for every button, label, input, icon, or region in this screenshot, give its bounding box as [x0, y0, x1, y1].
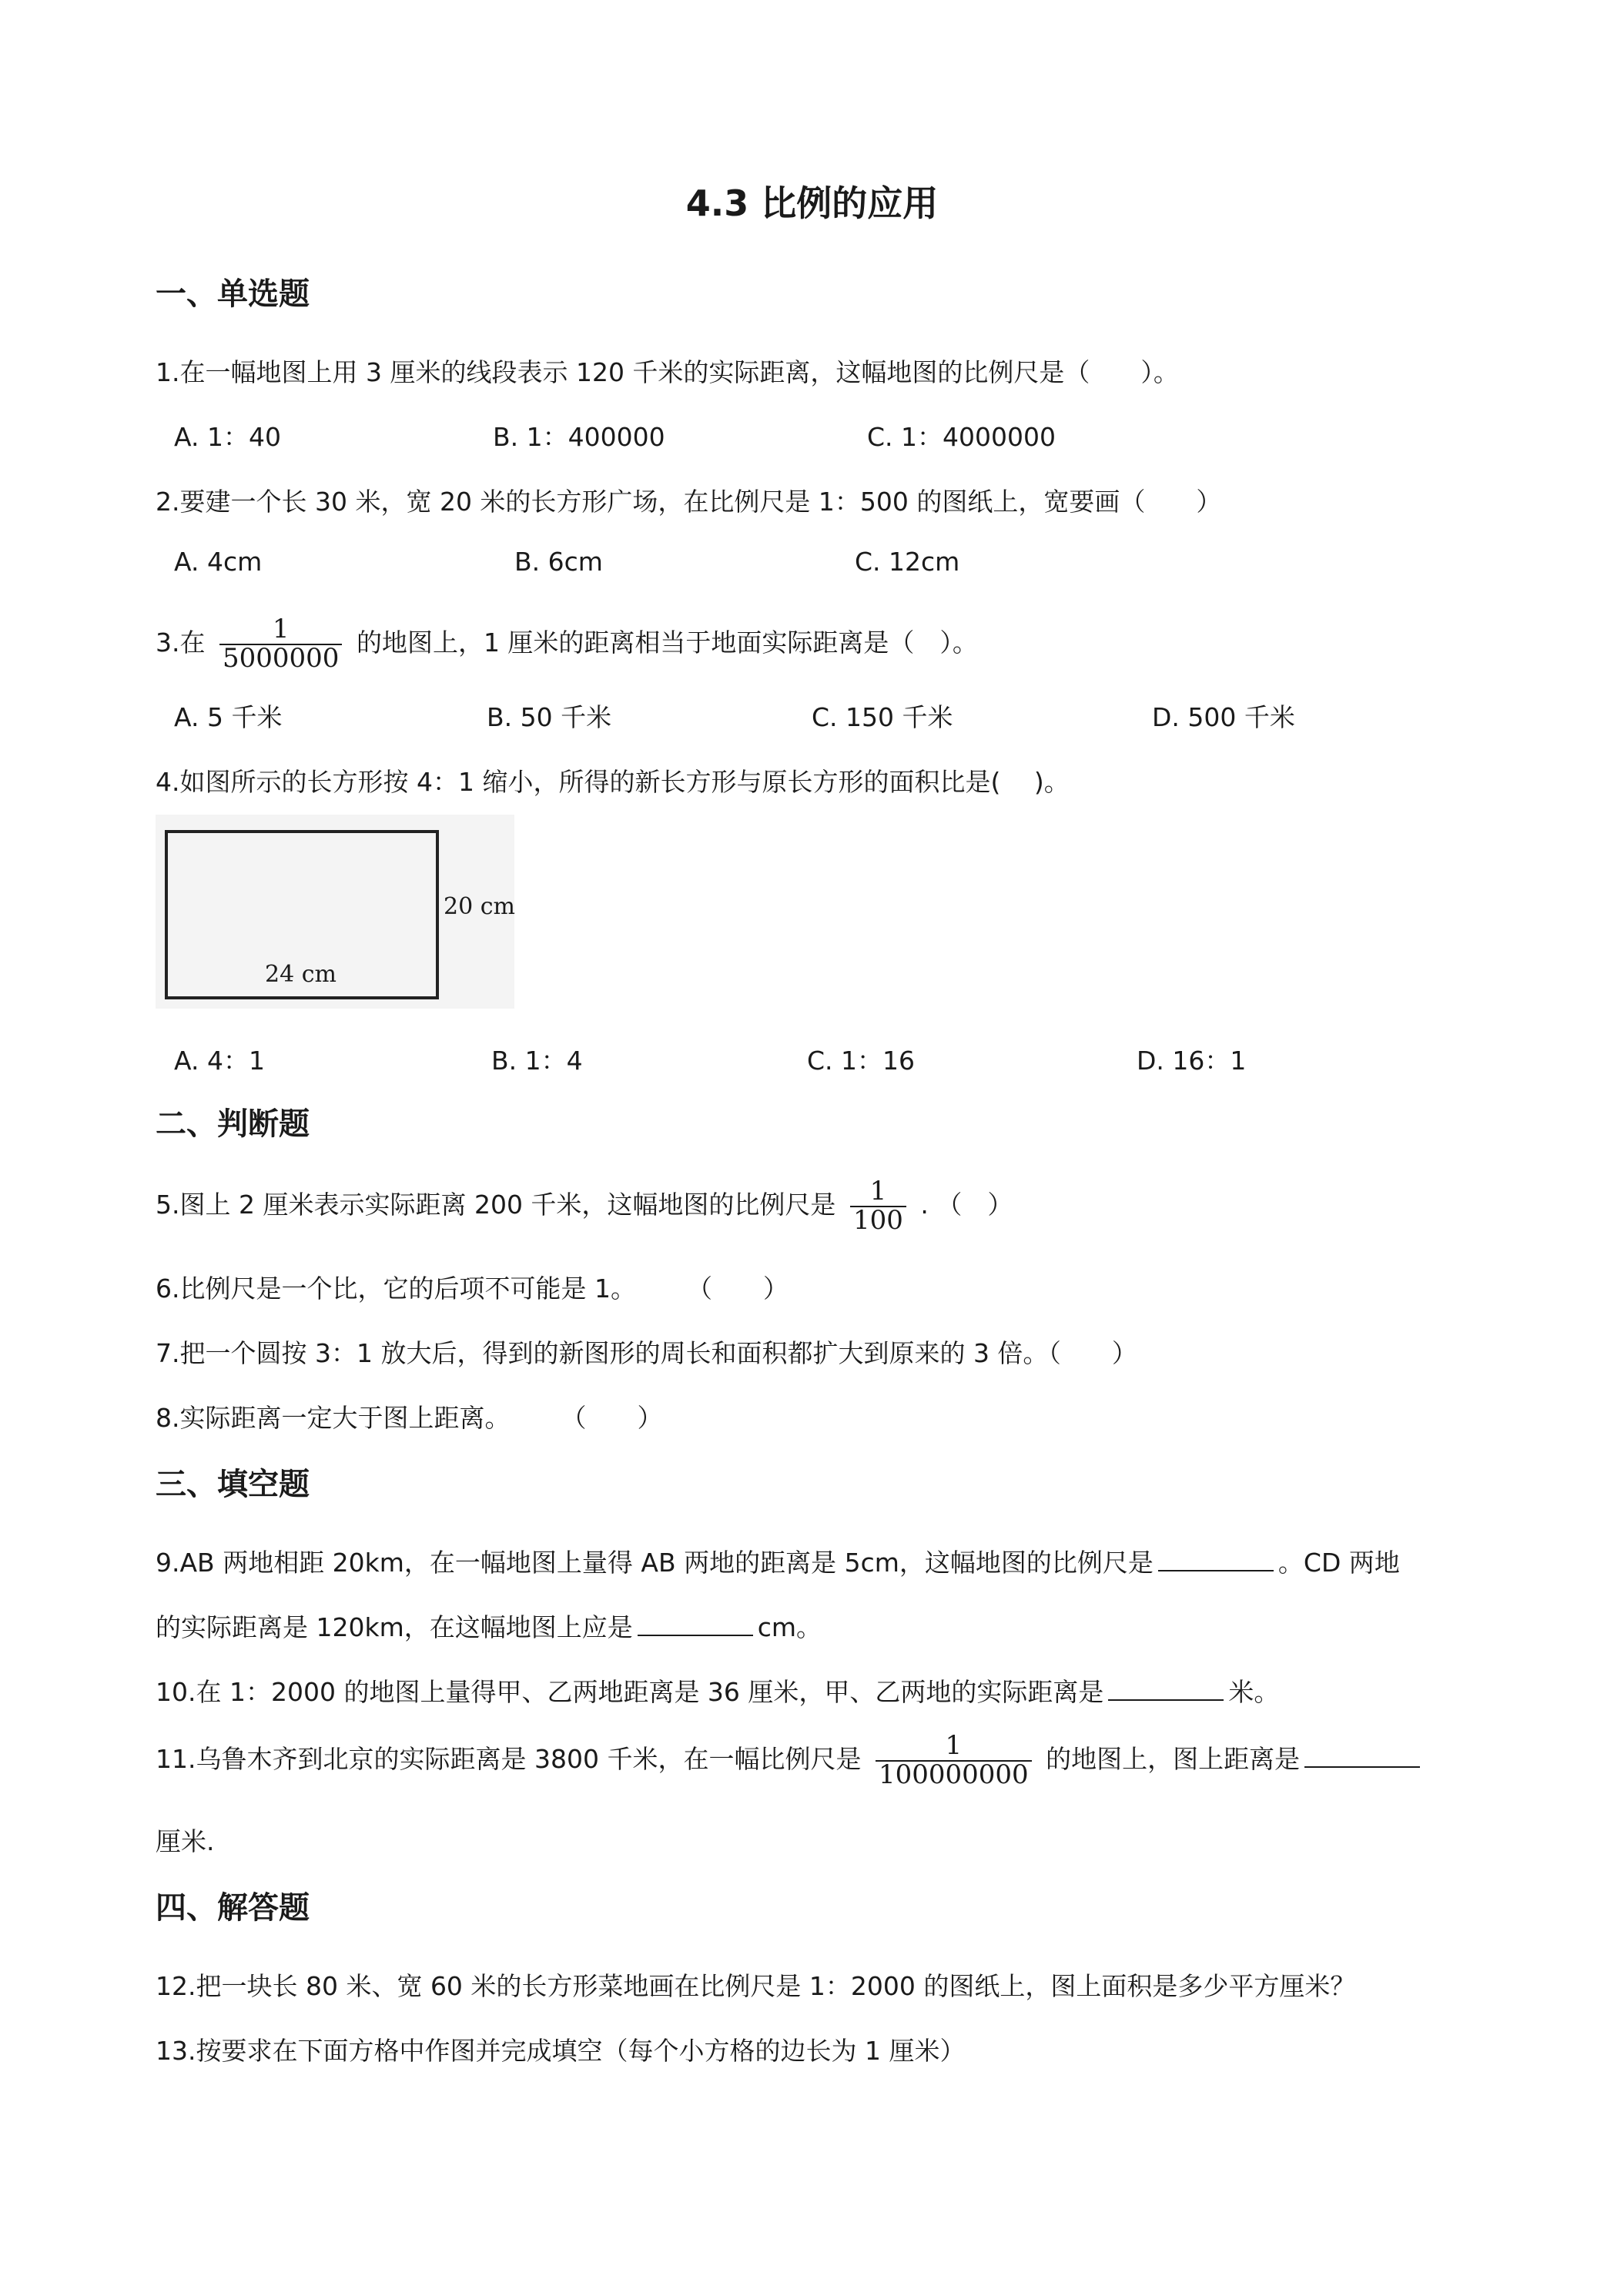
q3-fraction-numerator: 1 — [272, 614, 290, 644]
q11-fraction — [876, 1732, 1032, 1789]
q4-option-b: B. 1：4 — [491, 1046, 583, 1076]
q4-option-a: A. 4：1 — [174, 1046, 265, 1076]
q11-fraction-denominator: 100000000 — [876, 1760, 1032, 1789]
q2-option-c: C. 12cm — [855, 547, 960, 577]
q11-suffix: 的地图上，图上距离是 — [1046, 1744, 1301, 1775]
page-title: 4.3 比例的应用 — [685, 182, 939, 224]
rectangle-height-label: 20 cm — [444, 893, 515, 920]
question-13: 13.按要求在下面方格中作图并完成填空（每个小方格的边长为 1 厘米） — [156, 2036, 966, 2066]
q4-option-c: C. 1：16 — [807, 1046, 916, 1076]
q3-fraction-denominator: 5000000 — [219, 644, 342, 673]
q10-text-part-2: 米。 — [1228, 1677, 1280, 1707]
q10-text-part-1: 10.在 1：2000 的地图上量得甲、乙两地距离是 36 厘米，甲、乙两地的实际距离是 — [156, 1677, 1104, 1707]
question-6: 6.比例尺是一个比，它的后项不可能是 1。 （ ） — [156, 1274, 789, 1304]
q3-option-d: D. 500 千米 — [1152, 702, 1295, 732]
q11-fraction-numerator: 1 — [945, 1730, 963, 1761]
q1-option-c: C. 1：4000000 — [867, 422, 1056, 452]
q9-text-part-4: cm。 — [757, 1612, 822, 1642]
question-12: 12.把一块长 80 米、宽 60 米的长方形菜地画在比例尺是 1：2000 的图纸上，图上面积是多少平方厘米？ — [156, 1971, 1356, 2001]
q3-option-b: B. 50 千米 — [487, 702, 612, 732]
q9-text-part-2: 。CD 两地 — [1277, 1548, 1400, 1578]
question-9-line-1 — [156, 1543, 1400, 1579]
rectangle-figure — [156, 815, 514, 1009]
section-heading-answer: 四、解答题 — [156, 1890, 310, 1926]
q1-option-b: B. 1：400000 — [493, 422, 665, 452]
question-11-line-2: 厘米. — [156, 1826, 215, 1856]
q5-fraction-denominator: 100 — [850, 1206, 906, 1235]
question-9-line-2 — [156, 1608, 822, 1644]
q5-fraction — [850, 1178, 906, 1234]
q11-blank[interactable] — [1304, 1745, 1420, 1768]
q3-option-c: C. 150 千米 — [812, 702, 953, 732]
q9-text-part-3: 的实际距离是 120km，在这幅地图上应是 — [156, 1612, 633, 1642]
question-2: 2.要建一个长 30 米，宽 20 米的长方形广场，在比例尺是 1：500 的图纸上，宽要画（ ） — [156, 487, 1222, 517]
q1-option-a: A. 1：40 — [174, 422, 281, 452]
question-7: 7.把一个圆按 3：1 放大后，得到的新图形的周长和面积都扩大到原来的 3 倍。（ ） — [156, 1338, 1137, 1368]
q3-prefix: 3.在 — [156, 628, 206, 658]
q2-option-b: B. 6cm — [514, 547, 603, 577]
section-heading-true-false: 二、判断题 — [156, 1106, 310, 1142]
q9-blank-1[interactable] — [1158, 1548, 1274, 1571]
question-3 — [156, 616, 978, 672]
q3-option-a: A. 5 千米 — [174, 702, 283, 732]
question-4: 4.如图所示的长方形按 4：1 缩小，所得的新长方形与原长方形的面积比是( )。 — [156, 767, 1070, 797]
question-10 — [156, 1672, 1279, 1709]
q5-suffix: . （ ） — [920, 1190, 1013, 1220]
q5-fraction-numerator: 1 — [869, 1176, 887, 1207]
q11-prefix: 11.乌鲁木齐到北京的实际距离是 3800 千米，在一幅比例尺是 — [156, 1744, 862, 1775]
q3-fraction — [219, 616, 342, 672]
q5-prefix: 5.图上 2 厘米表示实际距离 200 千米，这幅地图的比例尺是 — [156, 1190, 836, 1220]
question-11 — [156, 1732, 1425, 1789]
q2-option-a: A. 4cm — [174, 547, 263, 577]
q9-blank-2[interactable] — [638, 1613, 753, 1636]
q4-option-d: D. 16：1 — [1137, 1046, 1247, 1076]
question-1: 1.在一幅地图上用 3 厘米的线段表示 120 千米的实际距离，这幅地图的比例尺是（ ）。 — [156, 357, 1179, 387]
section-heading-fill-blank: 三、填空题 — [156, 1467, 310, 1502]
question-5 — [156, 1178, 1013, 1234]
section-heading-single-choice: 一、单选题 — [156, 276, 310, 312]
question-8: 8.实际距离一定大于图上距离。 （ ） — [156, 1403, 663, 1433]
q9-text-part-1: 9.AB 两地相距 20km，在一幅地图上量得 AB 两地的距离是 5cm，这幅地图的比例尺是 — [156, 1548, 1154, 1578]
q10-blank[interactable] — [1108, 1678, 1224, 1701]
q3-suffix: 的地图上，1 厘米的距离相当于地面实际距离是（ ）。 — [356, 628, 978, 658]
rectangle-width-label: 24 cm — [265, 961, 337, 988]
